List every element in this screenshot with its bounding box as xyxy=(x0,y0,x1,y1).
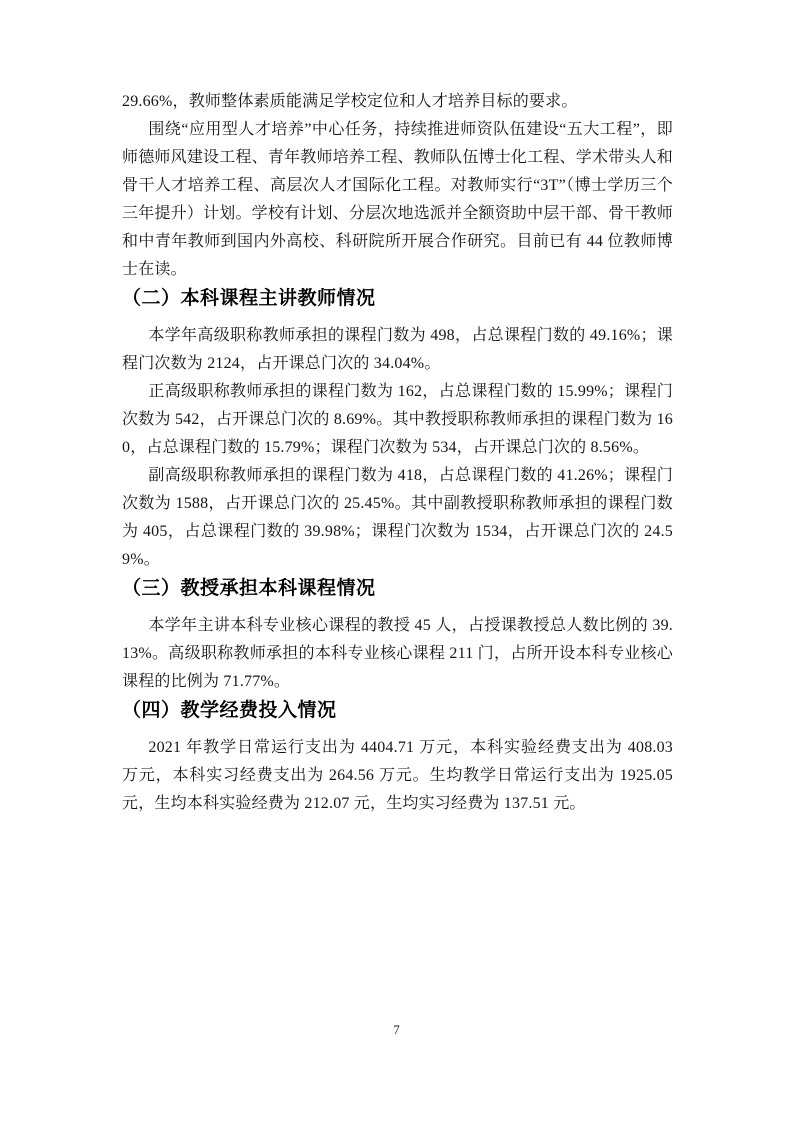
paragraph-full-senior-courses: 正高级职称教师承担的课程门数为 162，占总课程门数的 15.99%；课程门次数为 542，占开课总门次的 8.69%。其中教授职称教师承担的课程门数为 160，占总课程门数的 15.79%；课程门次数为 534，占开课总门次的 8.56%。 xyxy=(122,383,673,456)
page-content xyxy=(122,88,673,818)
page-number: 7 xyxy=(393,1022,400,1037)
paragraph-associate-senior-courses: 副高级职称教师承担的课程门数为 418，占总课程门数的 41.26%；课程门次数为 1588，占开课总门次的 25.45%。其中副教授职称教师承担的课程门数为 405，占总课程门数的 39.98%；课程门次数为 1534，占开课总门次的 24.59%。 xyxy=(122,467,673,568)
paragraph-funding-figures: 2021 年教学日常运行支出为 4404.71 万元，本科实验经费支出为 408.03 万元，本科实习经费支出为 264.56 万元。生均教学日常运行支出为 1925.05 元，生均本科实验经费为 212.07 元，生均实习经费为 137.51 元。 xyxy=(122,739,673,812)
section-heading-course-lecturers: （二）本科课程主讲教师情况 xyxy=(122,288,376,309)
paragraph-senior-title-courses: 本学年高级职称教师承担的课程门数为 498，占总课程门数的 49.16%；课程门次数为 2124，占开课总门次的 34.04%。 xyxy=(122,327,673,372)
paragraph-professor-core-courses: 本学年主讲本科专业核心课程的教授 45 人，占授课教授总人数比例的 39.13%。高级职称教师承担的本科专业核心课程 211 门，占所开设本科专业核心课程的比例为 71.77%。 xyxy=(122,617,673,690)
section-heading-teaching-funding: （四）教学经费投入情况 xyxy=(122,700,337,721)
paragraph-five-projects: 围绕“应用型人才培养”中心任务，持续推进师资队伍建设“五大工程”，即师德师风建设工程、青年教师培养工程、教师队伍博士化工程、学术带头人和骨干人才培养工程、高层次人才国际化工程。对教师实行“3T”（博士学历三个三年提升）计划。学校有计划、分层次地选派并全额资助中层干部、骨干教师和中青年教师到国内外高校、科研院所开展合作研究。目前已有 44 位教师博士在读。 xyxy=(122,121,673,278)
paragraph-teacher-quality-continuation: 29.66%，教师整体素质能满足学校定位和人才培养目标的要求。 xyxy=(122,93,578,110)
section-heading-professor-courses: （三）教授承担本科课程情况 xyxy=(122,578,376,599)
